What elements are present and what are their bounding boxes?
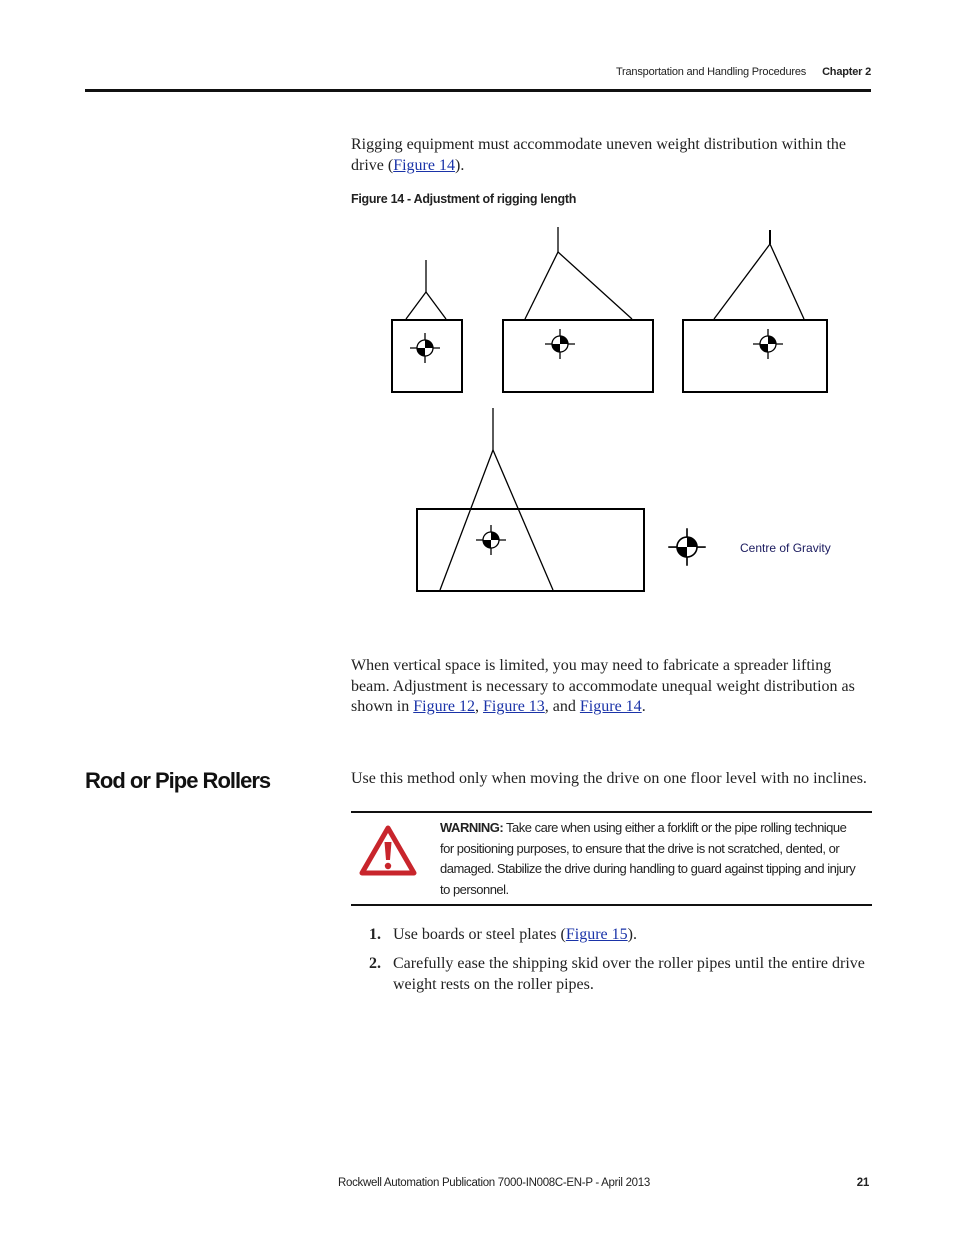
legend-label: Centre of Gravity <box>740 541 831 555</box>
warning-text <box>440 818 860 900</box>
sep-text-1: , <box>475 698 484 715</box>
intro-text: Rigging equipment must accommodate uneven weight distribution within the drive ( <box>351 136 847 174</box>
figure-13-link[interactable]: Figure 13 <box>483 698 545 715</box>
warning-box <box>351 811 872 906</box>
figure-caption: Figure 14 - Adjustment of rigging length <box>351 192 577 206</box>
intro-text-end: ). <box>454 156 465 174</box>
rig-diagram-3 <box>683 230 827 392</box>
warning-triangle-icon <box>359 825 417 877</box>
rig-diagram-2 <box>503 227 653 392</box>
figure-12-link[interactable]: Figure 12 <box>413 698 476 715</box>
centre-of-gravity-legend <box>668 528 830 566</box>
rigging-figure <box>380 222 860 602</box>
spreader-text: When vertical space is limited, you may need to fabricate a spreader lifting beam. Adjustment is necessary to accommodate unequal weight distribution as shown in <box>351 657 855 715</box>
figure-14-link[interactable]: Figure 14 <box>393 156 455 174</box>
figure-15-link[interactable]: Figure 15 <box>565 926 628 943</box>
step-text <box>393 925 873 946</box>
spreader-paragraph <box>351 656 873 718</box>
running-header <box>616 66 871 78</box>
section-intro: Use this method only when moving the drive on one floor level with no inclines. <box>351 770 867 787</box>
intro-paragraph <box>351 135 873 176</box>
page-number: 21 <box>856 1177 869 1189</box>
centre-of-gravity-icon <box>668 528 706 566</box>
step-1-text-end: ). <box>627 926 637 943</box>
section-heading: Rod or Pipe Rollers <box>85 768 271 793</box>
rig-diagram-4 <box>417 408 644 591</box>
sep-text-2: , and <box>544 698 580 715</box>
step-text: Carefully ease the shipping skid over the roller pipes until the entire drive weight rests on the roller pipes. <box>393 955 865 993</box>
spreader-text-end: . <box>641 698 646 715</box>
footer-publication: Rockwell Automation Publication 7000-IN008C-EN-P - April 2013 <box>338 1177 650 1189</box>
warning-label: WARNING: <box>440 820 504 835</box>
rig-diagram-1 <box>392 260 462 392</box>
step-number: 1. <box>369 926 381 943</box>
warning-body: Take care when using either a forklift or the pipe rolling technique for positioning purposes, to ensure that the drive is not scratched, dented, or damaged. Stabilize the drive during handling to guard against tipping and injury to personnel. <box>440 820 856 897</box>
header-section-title: Transportation and Handling Procedures <box>615 66 807 78</box>
step-number: 2. <box>369 955 381 972</box>
step-1-text: Use boards or steel plates ( <box>393 926 566 943</box>
figure-14-link-2[interactable]: Figure 14 <box>579 698 642 715</box>
header-rule <box>85 89 871 92</box>
header-chapter: Chapter 2 <box>822 66 871 78</box>
